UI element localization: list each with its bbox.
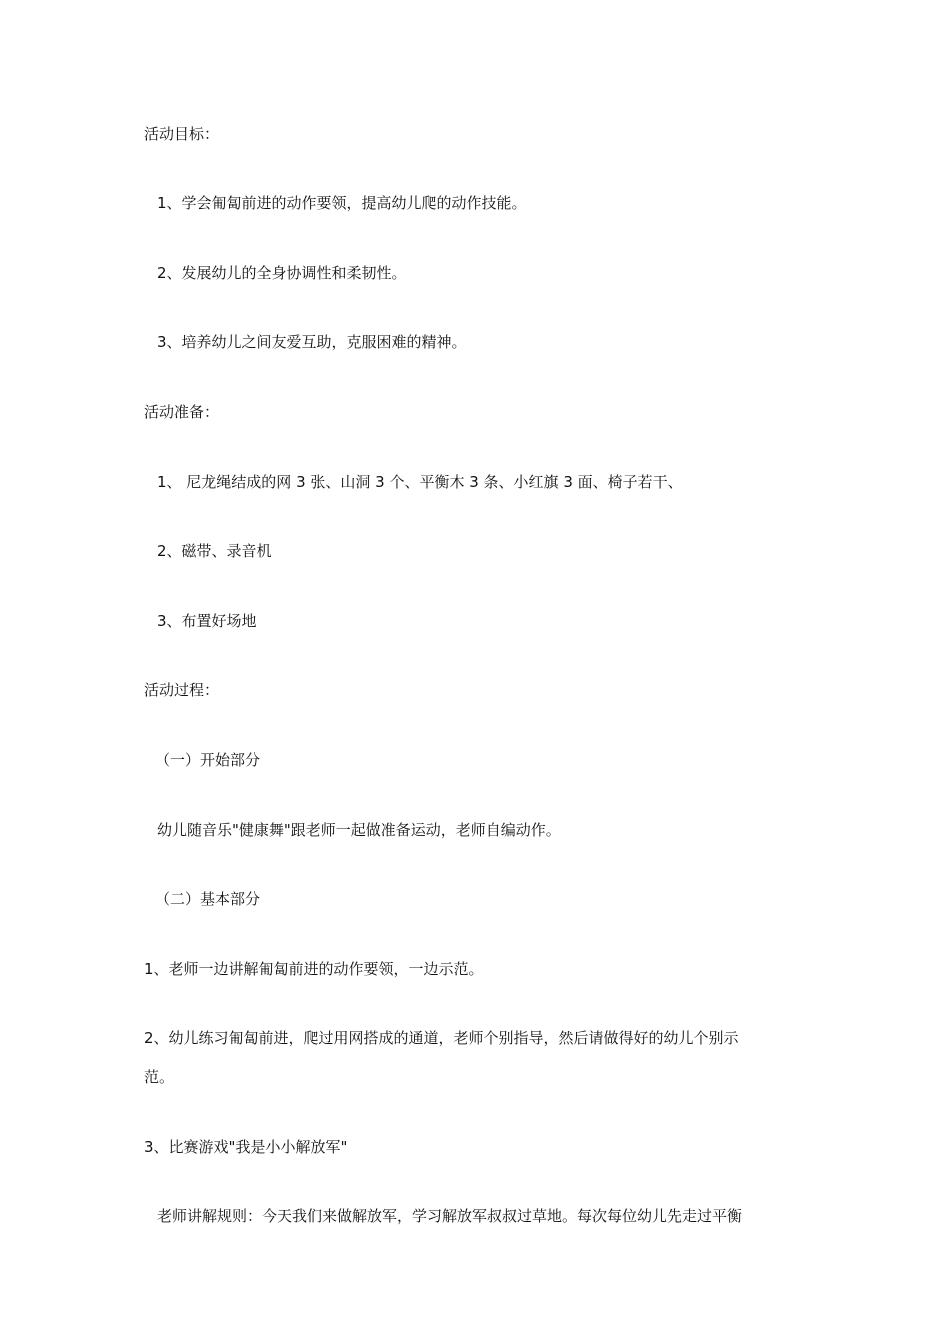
step-2-continued: 范。 — [144, 1068, 175, 1086]
prep-item-3: 3、布置好场地 — [157, 612, 257, 630]
step-1: 1、老师一边讲解匍匐前进的动作要领，一边示范。 — [144, 960, 484, 978]
part1-text: 幼儿随音乐"健康舞"跟老师一起做准备运动，老师自编动作。 — [157, 821, 561, 839]
process-heading: 活动过程： — [144, 681, 220, 699]
part2-heading: （二）基本部分 — [155, 890, 261, 908]
goals-heading: 活动目标： — [144, 125, 220, 143]
prep-item-1: 1、 尼龙绳结成的网 3 张、山洞 3 个、平衡木 3 条、小红旗 3 面、椅子若干、 — [157, 473, 683, 491]
prep-item-2: 2、磁带、录音机 — [157, 542, 272, 560]
goal-item-1: 1、学会匍匐前进的动作要领，提高幼儿爬的动作技能。 — [157, 194, 527, 212]
step-3: 3、比赛游戏"我是小小解放军" — [144, 1138, 348, 1156]
part1-heading: （一）开始部分 — [155, 751, 261, 769]
goal-item-2: 2、发展幼儿的全身协调性和柔韧性。 — [157, 264, 407, 282]
step-2: 2、幼儿练习匍匐前进，爬过用网搭成的通道，老师个别指导，然后请做得好的幼儿个别示 — [144, 1029, 739, 1047]
rules-text: 老师讲解规则：今天我们来做解放军，学习解放军叔叔过草地。每次每位幼儿先走过平衡 — [157, 1207, 743, 1225]
prep-heading: 活动准备： — [144, 403, 220, 421]
goal-item-3: 3、培养幼儿之间友爱互助，克服困难的精神。 — [157, 333, 467, 351]
